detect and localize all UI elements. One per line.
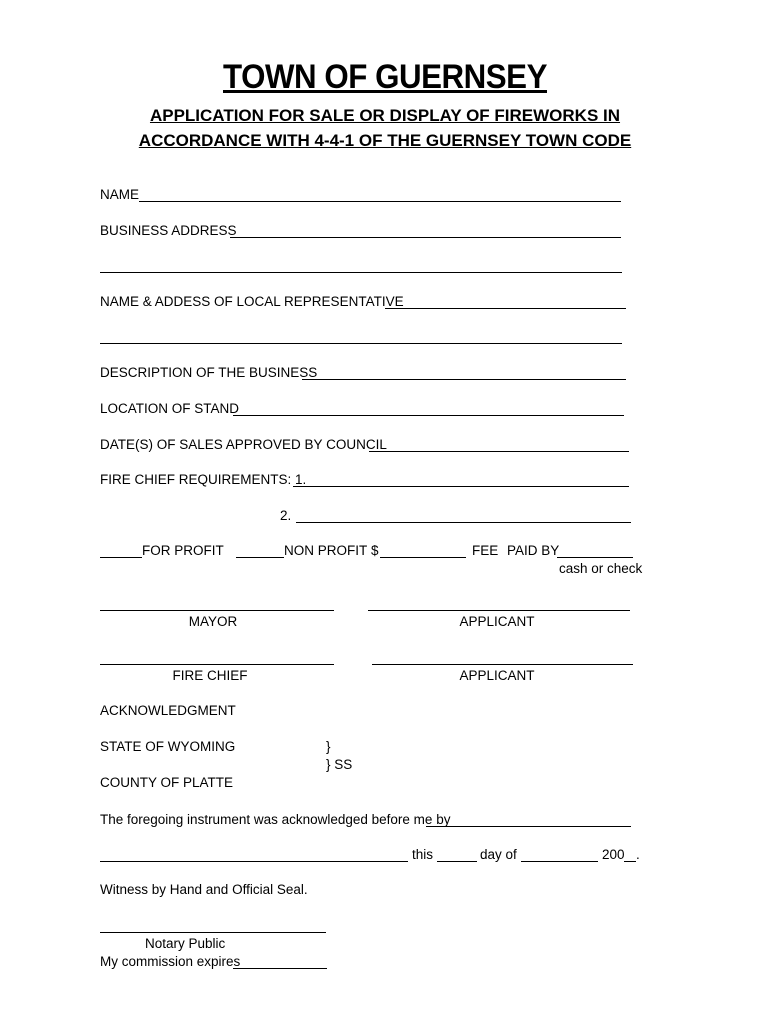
non-profit-label: NON PROFIT	[284, 543, 368, 558]
paid-by-label: PAID BY	[507, 543, 560, 558]
fire-chief-requirement-1-field[interactable]	[293, 486, 629, 487]
notary-signature-line[interactable]	[100, 932, 326, 933]
dollar-sign: $	[371, 543, 379, 558]
state-label: STATE OF WYOMING	[100, 739, 236, 754]
commission-expires-label: My commission expires	[100, 954, 241, 969]
period: .	[636, 847, 640, 862]
page-title: TOWN OF GUERNSEY	[222, 58, 547, 96]
mayor-signature-line[interactable]	[100, 610, 334, 611]
witness-label: Witness by Hand and Official Seal.	[100, 882, 308, 897]
cash-or-check-hint: cash or check	[559, 561, 643, 576]
foregoing-label: The foregoing instrument was acknowledged before me by	[100, 812, 451, 827]
applicant-label-2: APPLICANT	[459, 668, 535, 683]
applicant-signature-line-2[interactable]	[372, 664, 633, 665]
fire-chief-requirements-label: FIRE CHIEF REQUIREMENTS: 1.	[100, 472, 307, 487]
business-address-field-line-2[interactable]	[100, 272, 622, 273]
notary-public-label: Notary Public	[145, 936, 226, 951]
dates-label: DATE(S) OF SALES APPROVED BY COUNCIL	[100, 437, 387, 452]
paid-by-field[interactable]	[557, 557, 633, 558]
subtitle-line-1: APPLICATION FOR SALE OR DISPLAY OF FIREWORKS IN	[149, 106, 621, 125]
fee-label: FEE	[472, 543, 499, 558]
day-of-label: day of	[480, 847, 517, 862]
ss-label: } SS	[326, 757, 353, 772]
location-label: LOCATION OF STAND	[100, 401, 240, 416]
name-label: NAME	[100, 187, 140, 202]
fire-chief-label: FIRE CHIEF	[172, 668, 248, 683]
description-field[interactable]	[302, 379, 626, 380]
this-label: this	[412, 847, 434, 862]
dates-field[interactable]	[369, 451, 629, 452]
year-field[interactable]	[624, 861, 636, 862]
business-address-label: BUSINESS ADDRESS	[100, 223, 237, 238]
fire-chief-signature-line[interactable]	[100, 664, 334, 665]
for-profit-label: FOR PROFIT	[142, 543, 224, 558]
subtitle-line-2: ACCORDANCE WITH 4-4-1 OF THE GUERNSEY TOWN CODE	[138, 131, 632, 150]
month-field[interactable]	[521, 861, 598, 862]
for-profit-checkbox-line[interactable]	[100, 557, 142, 558]
acknowledgment-heading: ACKNOWLEDGMENT	[100, 703, 236, 718]
acknowledged-name-field[interactable]	[100, 861, 408, 862]
mayor-label: MAYOR	[188, 614, 238, 629]
local-representative-field[interactable]	[385, 308, 626, 309]
applicant-label-1: APPLICANT	[459, 614, 535, 629]
brace-top: }	[326, 739, 331, 754]
non-profit-checkbox-line[interactable]	[236, 557, 284, 558]
local-representative-field-line-2[interactable]	[100, 343, 622, 344]
fire-chief-requirement-2-label: 2.	[280, 508, 292, 523]
name-field[interactable]	[139, 201, 621, 202]
description-label: DESCRIPTION OF THE BUSINESS	[100, 365, 318, 380]
business-address-field[interactable]	[230, 237, 621, 238]
fire-chief-requirement-2-field[interactable]	[296, 522, 631, 523]
year-prefix: 200	[602, 847, 625, 862]
applicant-signature-line-1[interactable]	[368, 610, 630, 611]
location-field[interactable]	[233, 415, 624, 416]
day-field[interactable]	[437, 861, 477, 862]
commission-expires-field[interactable]	[233, 968, 327, 969]
fee-amount-field[interactable]	[380, 557, 466, 558]
county-label: COUNTY OF PLATTE	[100, 775, 234, 790]
acknowledged-by-field[interactable]	[426, 826, 631, 827]
local-representative-label: NAME & ADDESS OF LOCAL REPRESENTATIVE	[100, 294, 404, 309]
